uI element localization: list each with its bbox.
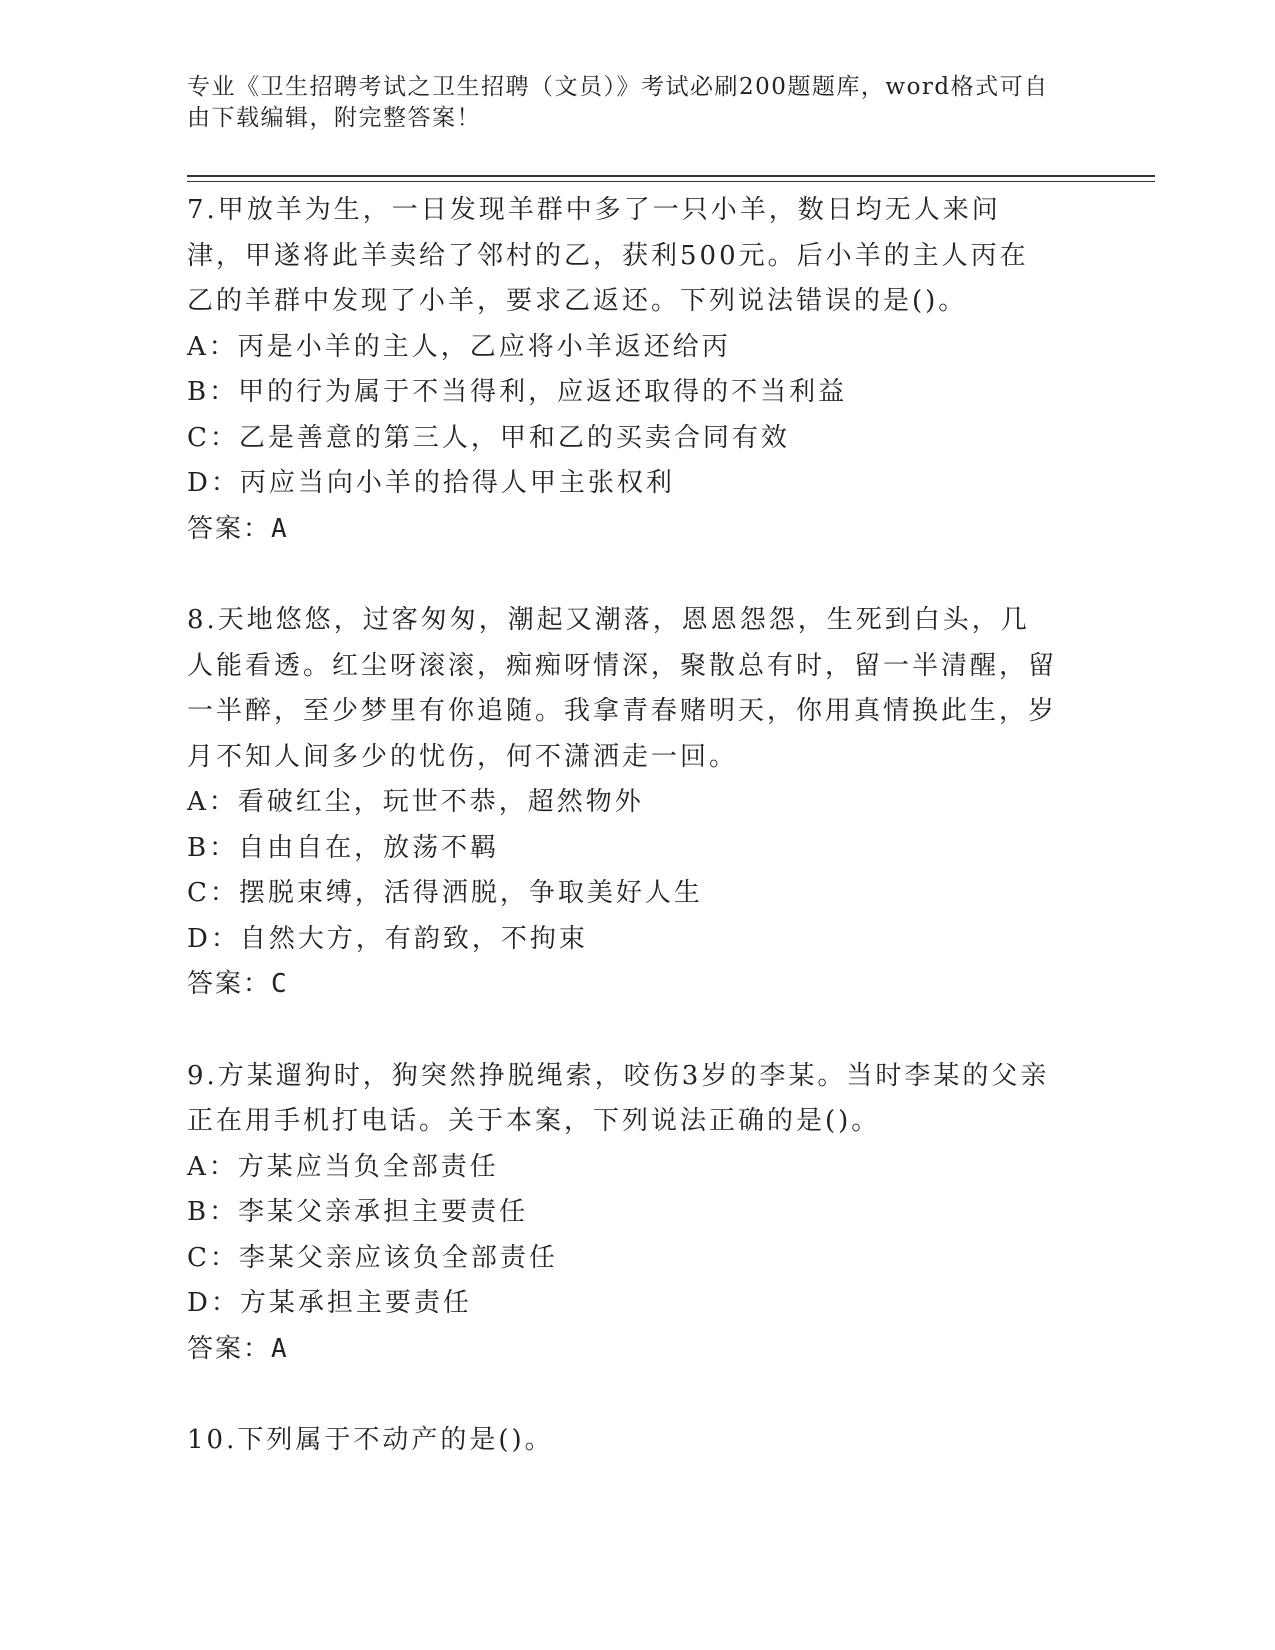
option-d: D：自然大方，有韵致，不拘束 — [187, 923, 588, 954]
answer-value: A — [271, 1333, 289, 1364]
option-c: C：乙是善意的第三人，甲和乙的买卖合同有效 — [187, 422, 790, 453]
answer-label: 答案： — [187, 513, 272, 544]
question-text: 10.下列属于不动产的是()。 — [187, 1425, 554, 1455]
option-b: B：李某父亲承担主要责任 — [187, 1197, 529, 1227]
question-text: 7.甲放羊为生，一日发现羊群中多了一只小羊，数日均无人来问津，甲遂将此羊卖给了邻村的乙，获利500元。后小羊的主人丙在乙的羊群中发现了小羊，要求乙返还。下列说法错误的是()。 — [187, 195, 1029, 316]
question-10 — [187, 1418, 1087, 1464]
answer-label: 答案： — [187, 969, 272, 999]
answer-value: A — [271, 513, 289, 544]
question-text: 8.天地悠悠，过客匆匆，潮起又潮落，恩恩怨怨，生死到白头，几人能看透。红尘呀滚滚，痴痴呀情深，聚散总有时，留一半清醒，留一半醉，至少梦里有你追随。我拿青春赌明天，你用真情换此生，岁月不知人间多少的忧伤，何不潇洒走一回。 — [187, 605, 1058, 772]
question-text: 9.方某遛狗时，狗突然挣脱绳索，咬伤3岁的李某。当时李某的父亲正在用手机打电话。关于本案，下列说法正确的是()。 — [187, 1060, 1050, 1136]
answer-line — [187, 1327, 1087, 1373]
question-7 — [187, 188, 1087, 552]
option-c: C：摆脱束缚，活得洒脱，争取美好人生 — [187, 878, 703, 908]
option-b: B：甲的行为属于不当得利，应返还取得的不当利益 — [187, 377, 848, 407]
option-d: D：方某承担主要责任 — [187, 1288, 472, 1318]
option-b: B：自由自在，放荡不羁 — [187, 832, 500, 863]
option-a: A：看破红尘，玩世不恭，超然物外 — [187, 787, 644, 817]
answer-line — [187, 507, 1087, 553]
document-header: 专业《卫生招聘考试之卫生招聘（文员）》考试必刷200题题库，word格式可自由下载编辑，附完整答案！ — [187, 74, 1049, 131]
answer-line — [187, 962, 1087, 1008]
question-8 — [187, 598, 1087, 1008]
header-divider-thin — [187, 181, 1155, 182]
option-d: D：丙应当向小羊的拾得人甲主张权利 — [187, 468, 675, 498]
option-c: C：李某父亲应该负全部责任 — [187, 1242, 558, 1273]
question-list — [187, 188, 1087, 1510]
question-9 — [187, 1054, 1087, 1373]
answer-label: 答案： — [187, 1333, 272, 1364]
header-divider-thick — [187, 175, 1155, 177]
answer-value: C — [271, 969, 289, 999]
option-a: A：方某应当负全部责任 — [187, 1151, 499, 1182]
option-a: A：丙是小羊的主人，乙应将小羊返还给丙 — [187, 331, 731, 362]
